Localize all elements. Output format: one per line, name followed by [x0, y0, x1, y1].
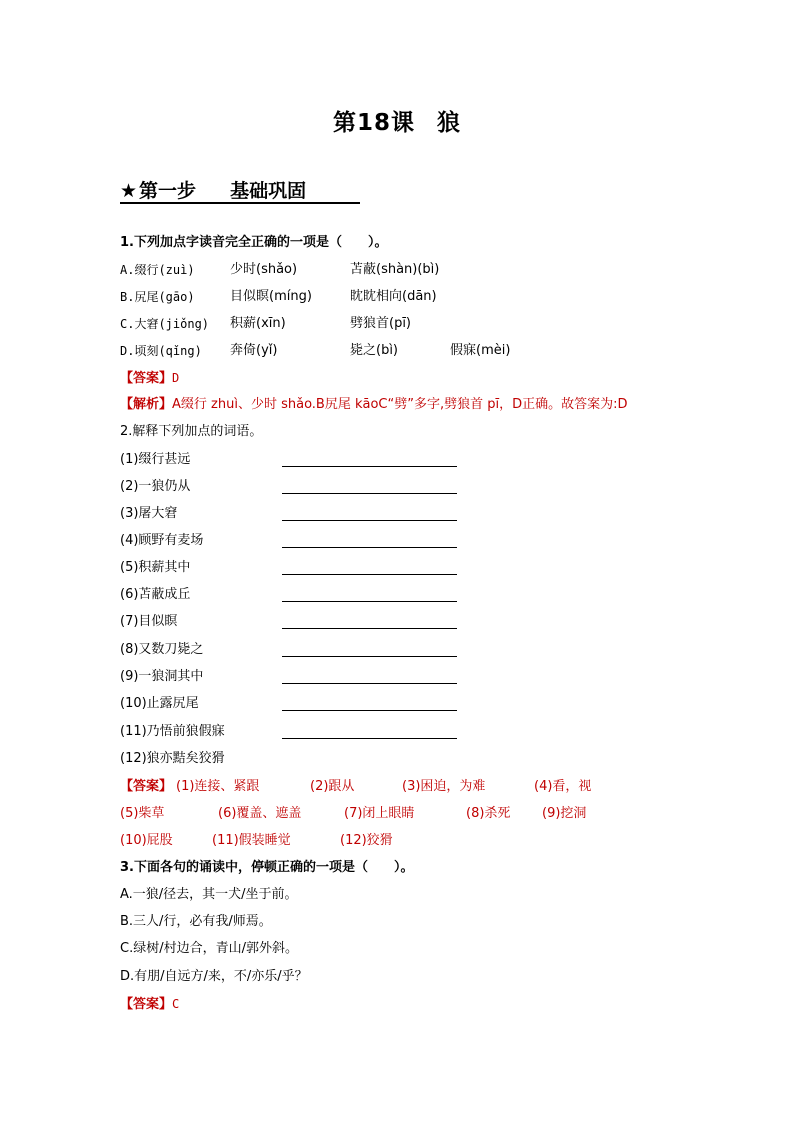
q2-answer-item: (11)假装睡觉 [212, 833, 291, 848]
q2-answer-item: (1)连接、紧跟 [176, 779, 260, 794]
q2-answer-item: (6)覆盖、遮盖 [218, 806, 302, 821]
answer-blank[interactable] [282, 574, 457, 575]
answer-blank[interactable] [282, 738, 457, 739]
answer-blank[interactable] [282, 601, 457, 602]
q1-analysis [120, 396, 628, 414]
q2-answer-row [120, 778, 592, 796]
q1-option-cell: A.缀行(zuì) [120, 263, 195, 277]
analysis-text: A缀行 zhuì、少时 shǎo.B尻尾 kāoC“劈”多字,劈狼首 pī，D正确。故答案为:D [172, 397, 628, 412]
q2-item: (7)目似瞑 [120, 614, 178, 629]
answer-blank[interactable] [282, 547, 457, 548]
section-name: 基础巩固 [230, 180, 307, 202]
page-title [0, 104, 794, 137]
star-icon: ★ [120, 180, 138, 202]
section-step: 第一步 [139, 180, 197, 202]
q2-item: (9)一狼洞其中 [120, 669, 204, 684]
q2-item: (4)顾野有麦场 [120, 533, 204, 548]
q1-option-cell: 目似瞑(míng) [230, 289, 312, 304]
answer-value: C [172, 997, 180, 1011]
answer-blank[interactable] [282, 520, 457, 521]
q2-answer-item: (7)闭上眼睛 [344, 806, 415, 821]
q2-item: (6)苫蔽成丘 [120, 587, 191, 602]
q3-stem: 3.下面各句的诵读中，停顿正确的一项是（ ）。 [120, 860, 414, 875]
answer-blank[interactable] [282, 493, 457, 494]
q2-answer-item: (5)柴草 [120, 806, 165, 821]
lesson-number: 第18课 [332, 110, 415, 136]
q3-option: C.绿树/村边合，青山/郭外斜。 [120, 941, 298, 956]
q2-answer-item: (8)杀死 [466, 806, 511, 821]
q1-option-cell: 积薪(xīn) [230, 316, 286, 331]
q1-option-cell: 少时(shǎo) [230, 262, 298, 277]
q1-option-cell: 毙之(bì) [350, 343, 399, 358]
q2-item: (5)积薪其中 [120, 560, 191, 575]
q2-answer-item: (12)狡猾 [340, 833, 393, 848]
q1-option-cell: 假寐(mèi) [450, 343, 511, 358]
section-heading [120, 176, 360, 204]
analysis-tag: 【解析】 [120, 397, 173, 412]
lesson-name: 狼 [437, 110, 461, 136]
answer-blank[interactable] [282, 683, 457, 684]
q2-answer-item: (4)看，视 [534, 779, 592, 794]
q2-answer-item: (9)挖洞 [542, 806, 587, 821]
q1-option-cell: 劈狼首(pī) [350, 316, 412, 331]
q2-answer-item: (3)困迫，为难 [402, 779, 486, 794]
q2-item: (10)止露尻尾 [120, 696, 199, 711]
q3-option: A.一狼/径去，其一犬/坐于前。 [120, 887, 298, 902]
q2-answer-item: (2)跟从 [310, 779, 355, 794]
q1-option-cell: 苫蔽(shàn)(bì) [350, 262, 440, 277]
answer-blank[interactable] [282, 466, 457, 467]
q2-item: (3)屠大窘 [120, 506, 178, 521]
q2-item: (1)缀行甚远 [120, 452, 191, 467]
q3-option: D.有朋/自远方/来，不/亦乐/乎？ [120, 969, 308, 984]
q1-answer [120, 369, 179, 388]
q2-item: (12)狼亦黠矣狡猾 [120, 751, 225, 766]
q2-item: (2)一狼仍从 [120, 479, 191, 494]
q1-option-cell: C.大窘(jiǒng) [120, 317, 210, 331]
q2-item: (8)又数刀毙之 [120, 642, 204, 657]
answer-tag: 【答案】 [120, 779, 173, 794]
q2-stem: 2.解释下列加点的词语。 [120, 424, 263, 439]
q2-item: (11)乃悟前狼假寐 [120, 724, 225, 739]
answer-tag: 【答案】 [120, 997, 173, 1012]
q3-answer [120, 995, 179, 1014]
answer-value: D [172, 371, 180, 385]
q2-answer-item: (10)屁股 [120, 833, 173, 848]
answer-blank[interactable] [282, 628, 457, 629]
answer-blank[interactable] [282, 710, 457, 711]
answer-tag: 【答案】 [120, 371, 173, 386]
q1-option-cell: 奔倚(yǐ) [230, 343, 278, 358]
q1-option-cell: B.尻尾(gāo) [120, 290, 195, 304]
q1-option-cell: D.顷刻(qǐng) [120, 344, 202, 358]
answer-blank[interactable] [282, 656, 457, 657]
q3-option: B.三人/行，必有我/师焉。 [120, 914, 272, 929]
q1-option-cell: 眈眈相向(dān) [350, 289, 437, 304]
q1-stem: 1.下列加点字读音完全正确的一项是（ ）。 [120, 235, 388, 250]
